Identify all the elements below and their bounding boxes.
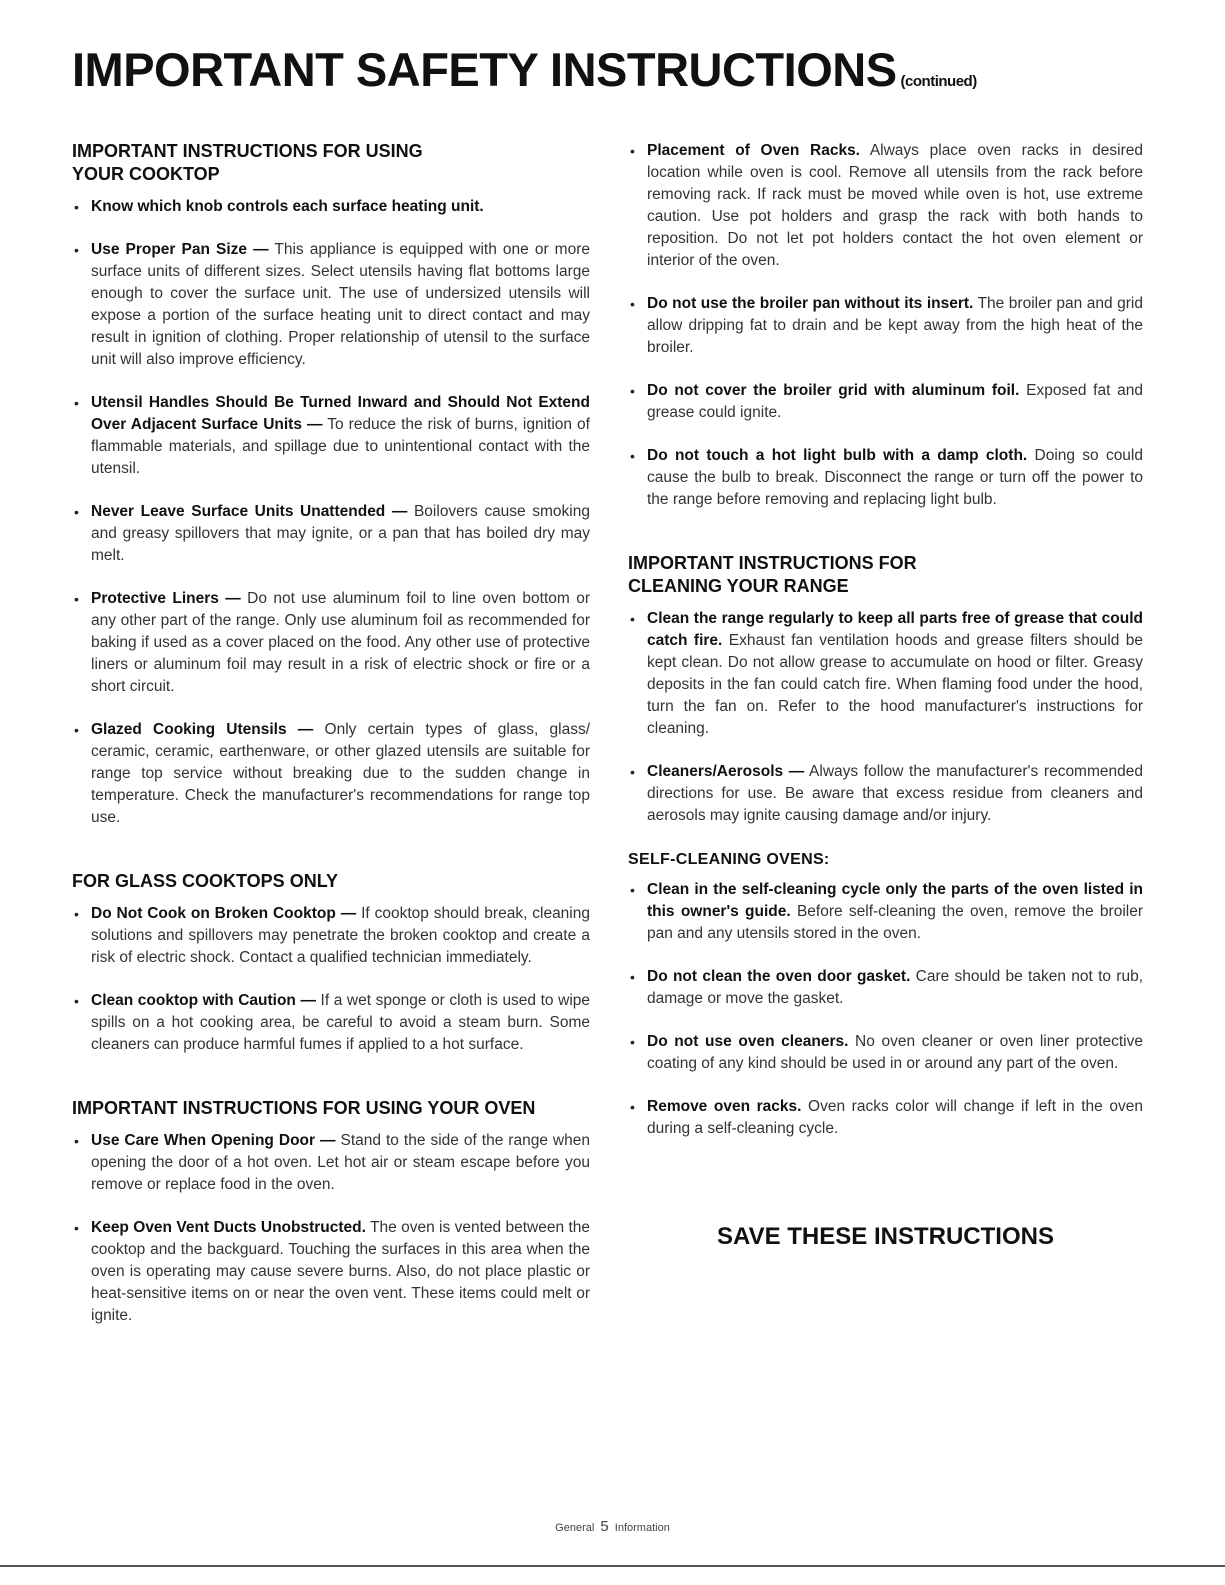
instruction-item	[72, 719, 590, 829]
instruction-bold-lead: Clean the range regularly to keep all parts free of grease that could catch fire.	[647, 610, 1143, 649]
instruction-bold-lead: Know which knob controls each surface heating unit.	[91, 198, 484, 215]
instruction-item	[628, 966, 1143, 1010]
instruction-bold-lead: Do not touch a hot light bulb with a damp cloth.	[647, 447, 1028, 464]
instruction-item	[628, 140, 1143, 272]
instruction-item	[628, 445, 1143, 511]
section-heading-glass-cooktops: FOR GLASS COOKTOPS ONLY	[72, 871, 339, 891]
instruction-item	[72, 1217, 590, 1327]
page-number: 5	[600, 1518, 609, 1535]
oven-instructions-list	[72, 1130, 590, 1327]
instruction-text: Do not use aluminum foil to line oven bottom or any other part of the range. Only use aluminum foil as recommended for baking if used as a cover placed on the food. Any other use of protective liners or aluminum foil may result in a risk of electric shock or fire or a short circuit.	[91, 590, 590, 695]
instruction-text: To reduce the risk of burns, ignition of flammable materials, and spillage due to unintentional contact with the utensil.	[91, 416, 590, 477]
instruction-text: Doing so could cause the bulb to break. Disconnect the range or turn off the power to the range before removing and replacing light bulb.	[647, 447, 1143, 508]
instruction-bold-lead: Clean cooktop with Caution —	[91, 992, 316, 1009]
footer-left-text: General	[555, 1522, 595, 1534]
instruction-bold-lead: Use Care When Opening Door —	[91, 1132, 336, 1149]
cooktop-instructions-list	[72, 196, 590, 829]
instruction-item	[72, 196, 590, 218]
cleaning-instructions-list	[628, 608, 1143, 827]
left-column	[72, 140, 590, 1348]
instruction-bold-lead: Do not clean the oven door gasket.	[647, 968, 911, 985]
section-heading-cleaning: IMPORTANT INSTRUCTIONS FOR CLEANING YOUR RANGE	[628, 553, 917, 596]
instruction-bold-lead: Utensil Handles Should Be Turned Inward and Should Not Extend Over Adjacent Surface Units —	[91, 394, 590, 433]
title-text: IMPORTANT SAFETY INSTRUCTIONS	[72, 43, 897, 96]
section-heading-self-cleaning: SELF-CLEANING OVENS:	[628, 851, 830, 868]
instruction-text: Care should be taken not to rub, damage or move the gasket.	[647, 968, 1143, 1007]
bottom-rule	[0, 1565, 1225, 1567]
instruction-bold-lead: Glazed Cooking Utensils —	[91, 721, 314, 738]
instruction-text: If cooktop should break, cleaning solutions and spillovers may penetrate the broken cooktop and create a risk of electric shock. Contact a qualified technician immediately.	[91, 905, 590, 966]
footer-right-text: Information	[614, 1522, 670, 1534]
instruction-text: Exposed fat and grease could ignite.	[647, 382, 1143, 421]
title-suffix: (continued)	[900, 73, 977, 90]
section-heading-oven: IMPORTANT INSTRUCTIONS FOR USING YOUR OVEN	[72, 1098, 536, 1118]
instruction-bold-lead: Do Not Cook on Broken Cooktop —	[91, 905, 357, 922]
instruction-bold-lead: Do not cover the broiler grid with aluminum foil.	[647, 382, 1020, 399]
instruction-bold-lead: Do not use the broiler pan without its insert.	[647, 295, 974, 312]
instruction-bold-lead: Remove oven racks.	[647, 1098, 802, 1115]
instruction-item	[628, 761, 1143, 827]
instruction-item	[72, 392, 590, 480]
instruction-item	[72, 990, 590, 1056]
instruction-text: If a wet sponge or cloth is used to wipe spills on a hot cooking area, be careful to avoid a steam burn. Some cleaners can produce harmful fumes if applied to a hot surface.	[91, 992, 590, 1053]
page-title	[72, 42, 977, 97]
instruction-item	[72, 1130, 590, 1196]
instruction-item	[628, 879, 1143, 945]
instruction-item	[72, 903, 590, 969]
instruction-item	[72, 588, 590, 698]
instruction-bold-lead: Never Leave Surface Units Unattended —	[91, 503, 408, 520]
self-cleaning-instructions-list	[628, 879, 1143, 1140]
right-column	[628, 140, 1143, 1161]
instruction-item	[628, 608, 1143, 740]
instruction-text: Oven racks color will change if left in the oven during a self-cleaning cycle.	[647, 1098, 1143, 1137]
instruction-text: Always follow the manufacturer's recommended directions for use. Be aware that excess residue from cleaners and aerosols may ignite causing damage and/or injury.	[647, 763, 1143, 824]
instruction-bold-lead: Do not use oven cleaners.	[647, 1033, 849, 1050]
instruction-bold-lead: Keep Oven Vent Ducts Unobstructed.	[91, 1219, 366, 1236]
instruction-text: This appliance is equipped with one or more surface units of different sizes. Select utensils having flat bottoms large enough to cover the surface unit. The use of undersized utensils will expose a portion of the surface heating unit to direct contact and may result in ignition of clothing. Proper relationship of utensil to the surface unit will also improve efficiency.	[91, 241, 590, 368]
instruction-item	[72, 239, 590, 371]
instruction-text: Only certain types of glass, glass/ ceramic, ceramic, earthenware, or other glazed utensils are suitable for range top service without breaking due to the sudden change in temperature. Check the manufacturer's recommendations for range top use.	[91, 721, 591, 826]
save-instructions-heading: SAVE THESE INSTRUCTIONS	[717, 1223, 1054, 1250]
instruction-text: Stand to the side of the range when opening the door of a hot oven. Let hot air or steam escape before you remove or replace food in the oven.	[91, 1132, 590, 1193]
instruction-bold-lead: Protective Liners —	[91, 590, 241, 607]
instruction-text: No oven cleaner or oven liner protective coating of any kind should be used in or around any part of the oven.	[647, 1033, 1143, 1072]
oven-instructions-continued-list	[628, 140, 1143, 511]
instruction-item	[628, 293, 1143, 359]
instruction-text: Before self-cleaning the oven, remove the broiler pan and any utensils stored in the oven.	[647, 903, 1143, 942]
instruction-bold-lead: Use Proper Pan Size —	[91, 241, 269, 258]
instruction-bold-lead: Placement of Oven Racks.	[647, 142, 860, 159]
instruction-text: Always place oven racks in desired location while oven is cool. Remove all utensils from the rack before removing rack. If rack must be moved while oven is hot, use extreme caution. Use pot holders and grasp the rack with both hands to reposition. Do not let pot holders contact the hot oven element or interior of the oven.	[647, 142, 1143, 269]
instruction-text: The oven is vented between the cooktop and the backguard. Touching the surfaces in this area when the oven is operating may cause severe burns. Also, do not place plastic or heat-sensitive items on or near the oven vent. These items could melt or ignite.	[91, 1219, 591, 1324]
instruction-bold-lead: Clean in the self-cleaning cycle only the parts of the oven listed in this owner's guide.	[647, 881, 1143, 920]
section-heading-cooktop: IMPORTANT INSTRUCTIONS FOR USING YOUR COOKTOP	[72, 141, 423, 184]
instruction-item	[628, 1031, 1143, 1075]
instruction-text: The broiler pan and grid allow dripping fat to drain and be kept away from the high heat of the broiler.	[647, 295, 1143, 356]
instruction-item	[628, 1096, 1143, 1140]
instruction-item	[72, 501, 590, 567]
instruction-bold-lead: Cleaners/Aerosols —	[647, 763, 805, 780]
page-footer	[0, 1518, 1225, 1535]
instruction-item	[628, 380, 1143, 424]
instruction-text: Exhaust fan ventilation hoods and grease filters should be kept clean. Do not allow grease to accumulate on hood or filter. Greasy deposits in the fan could catch fire. When flaming food under the hood, turn the fan on. Refer to the hood manufacturer's instructions for cleaning.	[647, 632, 1143, 737]
glass-cooktop-instructions-list	[72, 903, 590, 1056]
instruction-text: Boilovers cause smoking and greasy spillovers that may ignite, or a pan that has boiled dry may melt.	[91, 503, 590, 564]
